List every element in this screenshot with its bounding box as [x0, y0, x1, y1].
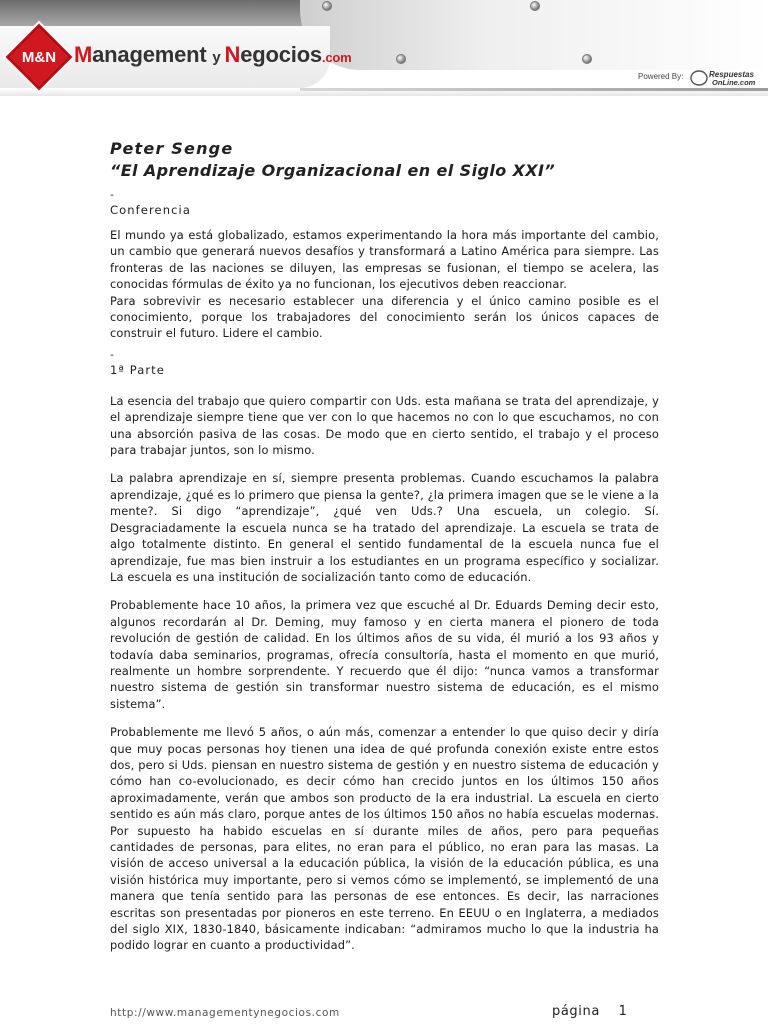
- respuestas-logo-text-2: OnLine.com: [712, 78, 756, 87]
- body-paragraph: La esencia del trabajo que quiero compartir con Uds. esta mañana se trata del aprendizaje, y el aprendizaje siempre tiene que ver con lo que hacemos no con lo que escuchamos, no con una absorción pasiva de las cosas. De modo que en cierto sentido, el trabajo y el proceso para trabajar juntos, son lo mismo.: [110, 393, 659, 458]
- intro-paragraph: Para sobrevivir es necesario establecer una diferencia y el único camino posible es el conocimiento, porque los trabajadores del conocimiento serán los únicos capaces de construir el futuro. Lidere el cambio.: [110, 293, 659, 341]
- section-label-part-1: 1ª Parte: [110, 362, 165, 377]
- site-header: [0, 0, 768, 96]
- respuestas-logo-text-1: Respuestas: [709, 70, 754, 79]
- screw-icon: [582, 54, 592, 64]
- respuestas-online-logo[interactable]: [690, 69, 768, 87]
- screw-icon: [530, 1, 540, 11]
- brand-word-negocios: egocios: [240, 42, 322, 67]
- mn-logo-badge[interactable]: [2, 20, 76, 94]
- brand-word-y: y: [212, 49, 225, 66]
- body-paragraph: La palabra aprendizaje en sí, siempre presenta problemas. Cuando escuchamos la palabra aprendizaje, ¿qué es lo primero que piensa la gente?, ¿la primera imagen que se le viene a la mente?. Si digo “aprendizaje”, ¿qué ven Uds.? Una escuela, un colegio. Sí. Desgraciadamente la escuela nunca se ha tratado del aprendizaje. La escuela se trata de algo totalmente distinto. En general el sentido fundamental de la escuela nunca fue el aprendizaje, fue mas bien instruir a los estudiantes en un programa específico y socializar. La escuela es una institución de socialización tanto como de educación.: [110, 471, 659, 584]
- brand-letter-m: M: [74, 42, 93, 67]
- page-number-value: 1: [618, 1004, 628, 1019]
- body-paragraph: Probablemente me llevó 5 años, o aún más, comenzar a entender lo que quiso decir y diría que muy pocas personas hoy tienen una idea de qué profunda conexión existe entre estos dos, pero si Uds. piensan en nuestro sistema de gestión y en nuestro sistema de educación y cómo han co-evolucionado, es decir cómo han crecido juntos en los últimos 150 años aproximadamente, verán que ambos son producto de la era industrial. La escuela en cierto sentido es aún más claro, porque antes de los últimos 150 años no había escuelas modernas. Por supuesto ha habido escuelas en sí durante miles de años, pero para pequeñas cantidades de personas, para elites, no eran para el público, no eran para las masas. La visión de acceso universal a la educación pública, la visión de la educación pública, es una visión histórica muy importante, pero si vemos cómo se implementó, se implementó de una manera que tenía sentido para las personas de ese entonces. Es decir, las narraciones escritas son presentadas por pioneros en este terreno. En EEUU o en Inglaterra, a mediados del siglo XIX, 1830-1840, básicamente indicaban: “admiramos mucho lo que la industria ha podido lograr en cuanto a productividad”.: [110, 725, 659, 953]
- page-label: página: [552, 1004, 600, 1019]
- footer-website-link[interactable]: http://www.managementynegocios.com: [110, 1007, 340, 1019]
- page-number: [552, 1004, 628, 1019]
- separator-dash: -: [110, 188, 114, 201]
- document-title: “El Aprendizaje Organizacional en el Siglo XXI”: [110, 161, 556, 180]
- separator-dash: -: [110, 347, 114, 361]
- powered-by-label: Powered By:: [638, 72, 684, 81]
- logo-badge-text: M&N: [21, 49, 57, 66]
- document-body: [110, 138, 659, 954]
- screw-icon: [396, 54, 406, 64]
- brand-name[interactable]: [74, 42, 352, 68]
- screw-icon: [322, 1, 332, 11]
- document-author: Peter Senge: [110, 139, 234, 158]
- intro-paragraph: El mundo ya está globalizado, estamos experimentando la hora más importante del cambio, un cambio que generará nuevos desafíos y transformará a Latino América para siempre. Las fronteras de las naciones se diluyen, las empresas se fusionan, el tiempo se acelera, las conocidas fórmulas de éxito ya no funcionan, los ejecutivos deben reaccionar.: [110, 228, 659, 292]
- section-label-conferencia: Conferencia: [110, 203, 191, 217]
- brand-dotcom: .com: [321, 50, 352, 65]
- body-paragraph: Probablemente hace 10 años, la primera vez que escuché al Dr. Eduards Deming decir esto, algunos recordarán al Dr. Deming, muy famoso y en cierta manera el pionero de toda revolución de gestión de calidad. En los últimos años de su vida, él murió a los 93 años y todavía daba seminarios, programas, ofrecía consultoría, hasta el momento en que murió, realmente un hombre sorprendente. Y recuerdo que él dijo: “nunca vamos a transformar nuestro sistema de gestión sin transformar nuestro sistema de educación, es el mismo sistema”.: [110, 598, 659, 711]
- header-divider: [300, 88, 768, 91]
- brand-letter-n: N: [224, 42, 241, 67]
- brand-word-management: anagement: [92, 42, 213, 67]
